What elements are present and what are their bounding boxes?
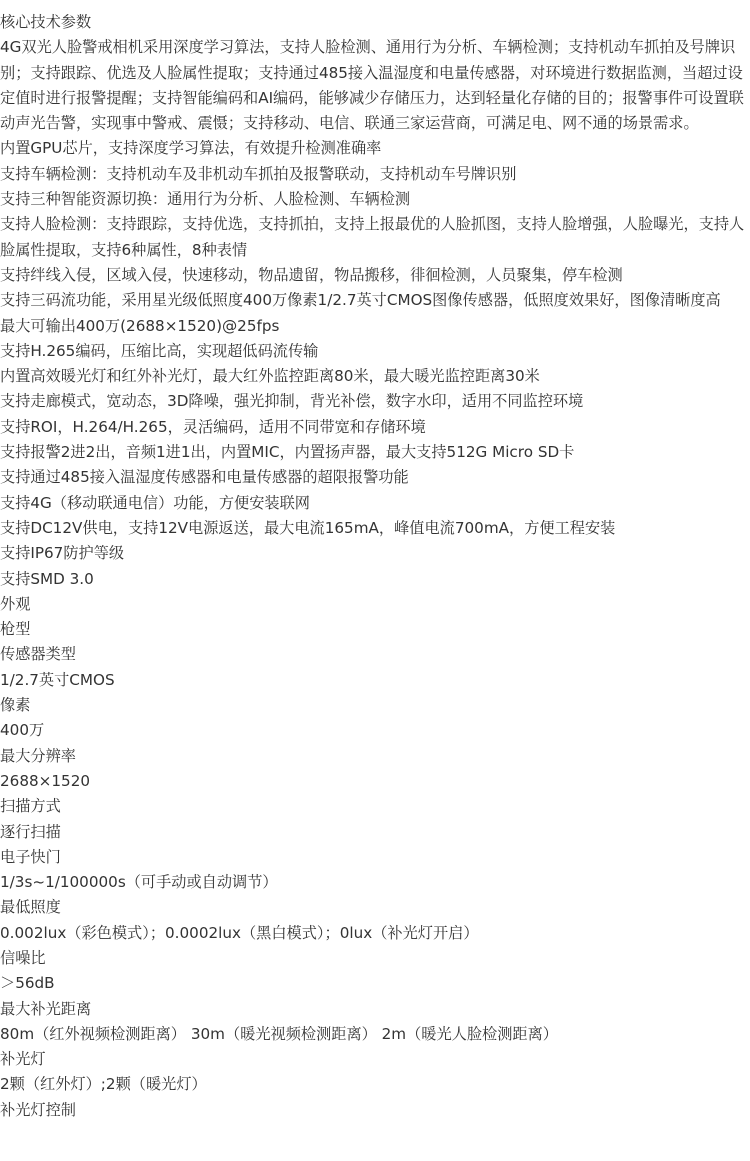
spec-value-min-illumination: 0.002lux（彩色模式）；0.0002lux（黑白模式）；0lux（补光灯开启） <box>0 923 479 942</box>
feature-corridor-mode: 支持走廊模式，宽动态，3D降噪，强光抑制，背光补偿，数字水印，适用不同监控环境 <box>0 392 584 411</box>
spec-label-sensor-type: 传感器类型 <box>0 645 76 664</box>
feature-triple-stream: 支持三码流功能，采用星光级低照度400万像素1/2.7英寸CMOS图像传感器，低照度效果好，图像清晰度高 <box>0 291 721 310</box>
feature-vehicle-detection: 支持车辆检测：支持机动车及非机动车抓拍及报警联动，支持机动车号牌识别 <box>0 164 517 183</box>
spec-value-pixels: 400万 <box>0 721 45 740</box>
product-description: 4G双光人脸警戒相机采用深度学习算法，支持人脸检测、通用行为分析、车辆检测；支持机动车抓拍及号牌识别；支持跟踪、优选及人脸属性提取；支持通过485接入温湿度和电量传感器，对环境进行数据监测，当超过设定值时进行报警提醒；支持智能编码和AI编码，能够减少存储压力，达到轻量化存储的目的；报警事件可设置联动声光告警，实现事中警戒、震慑；支持移动、电信、联通三家运营商，可满足电、网不通的场景需求。 <box>0 38 744 133</box>
spec-value-scan-mode: 逐行扫描 <box>0 822 61 841</box>
spec-value-max-resolution: 2688×1520 <box>0 771 91 790</box>
feature-485-sensor: 支持通过485接入温湿度传感器和电量传感器的超限报警功能 <box>0 468 409 487</box>
feature-power: 支持DC12V供电，支持12V电源返送，最大电流165mA，峰值电流700mA，方便工程安装 <box>0 518 616 537</box>
feature-smd: 支持SMD 3.0 <box>0 569 94 588</box>
spec-value-shutter: 1/3s~1/100000s（可手动或自动调节） <box>0 873 278 892</box>
spec-label-scan-mode: 扫描方式 <box>0 797 61 816</box>
spec-label-pixels: 像素 <box>0 696 31 715</box>
feature-4g: 支持4G（移动联通电信）功能，方便安装联网 <box>0 493 310 512</box>
feature-ip67: 支持IP67防护等级 <box>0 544 125 563</box>
spec-label-min-illumination: 最低照度 <box>0 898 61 917</box>
feature-max-output: 最大可输出400万(2688×1520)@25fps <box>0 316 280 335</box>
feature-intrusion: 支持绊线入侵，区域入侵，快速移动，物品遗留，物品搬移，徘徊检测，人员聚集，停车检测 <box>0 265 623 284</box>
spec-value-fill-light: 2颗（红外灯）;2颗（暖光灯） <box>0 1075 207 1094</box>
feature-illumination: 内置高效暖光灯和红外补光灯，最大红外监控距离80米，最大暖光监控距离30米 <box>0 367 540 386</box>
spec-label-max-resolution: 最大分辨率 <box>0 746 76 765</box>
spec-value-fill-distance: 80m（红外视频检测距离） 30m（暖光视频检测距离） 2m（暖光人脸检测距离） <box>0 1024 558 1043</box>
feature-alarm-audio: 支持报警2进2出，音频1进1出，内置MIC，内置扬声器，最大支持512G Micro SD卡 <box>0 443 575 462</box>
spec-value-appearance: 枪型 <box>0 620 31 639</box>
spec-document <box>0 10 748 1123</box>
spec-label-fill-control: 补光灯控制 <box>0 1100 76 1119</box>
feature-h265: 支持H.265编码，压缩比高，实现超低码流传输 <box>0 341 319 360</box>
spec-label-fill-light: 补光灯 <box>0 1050 46 1069</box>
spec-label-shutter: 电子快门 <box>0 847 61 866</box>
section-heading: 核心技术参数 <box>0 13 92 31</box>
spec-label-appearance: 外观 <box>0 594 31 613</box>
feature-roi: 支持ROI，H.264/H.265，灵活编码，适用不同带宽和存储环境 <box>0 417 426 436</box>
spec-label-snr: 信噪比 <box>0 948 46 967</box>
feature-resource-switch: 支持三种智能资源切换：通用行为分析、人脸检测、车辆检测 <box>0 190 411 209</box>
spec-value-sensor-type: 1/2.7英寸CMOS <box>0 670 115 689</box>
spec-value-snr: ＞56dB <box>0 974 55 993</box>
spec-label-fill-distance: 最大补光距离 <box>0 999 92 1018</box>
feature-gpu: 内置GPU芯片，支持深度学习算法，有效提升检测准确率 <box>0 139 382 158</box>
feature-face-detection: 支持人脸检测：支持跟踪，支持优选，支持抓拍，支持上报最优的人脸抓图，支持人脸增强，人脸曝光，支持人脸属性提取，支持6种属性，8种表情 <box>0 215 745 259</box>
